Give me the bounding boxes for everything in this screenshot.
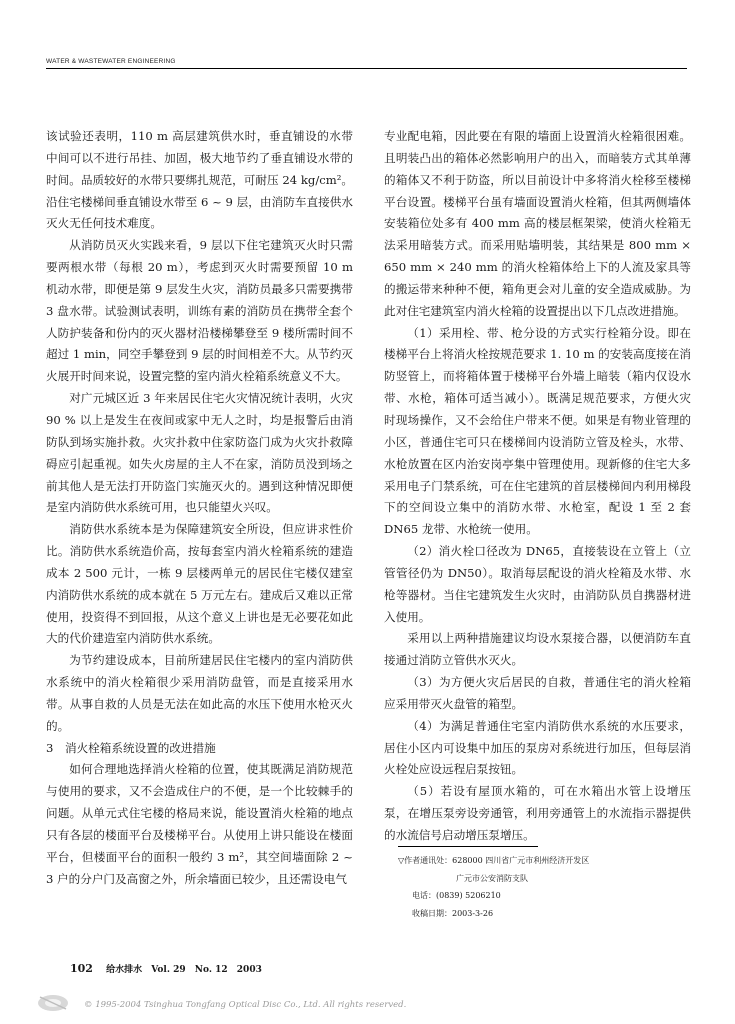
copyright-notice: © 1995-2004 Tsinghua Tongfang Optical Disc Co., Ltd. All rights reserved. — [84, 1000, 407, 1010]
footnote-rule — [398, 846, 538, 847]
year-label: 2003 — [236, 965, 262, 975]
paragraph: （1）采用栓、带、枪分设的方式实行栓箱分设。即在楼梯平台上将消火栓按规范要求 1. 10 m 的安装高度接在消防竖管上，而将箱体置于楼梯平台外墙上暗装（箱内仅设水带、水枪，箱体可适当减小）。既满足规范要求，方便火灾时现场操作，又不会给住户带来不便。如果是有物业管理的小区，普通住宅可只在楼梯间内设消防立管及栓头，水带、水枪放置在区内治安岗亭集中管理使用。现新修的住宅大多采用电子门禁系统，可在住宅建筑的首层楼梯间内利用梯段下的空间设立集中的消防水带、水枪室，配设 1 至 2 套 DN65 龙带、水枪统一使用。 — [384, 325, 691, 537]
paragraph: 为节约建设成本，目前所建居民住宅楼内的室内消防供水系统中的消火栓箱很少采用消防盘管，而是直接采用水带。从事自救的人员是无法在如此高的水压下使用水枪灭火的。 — [46, 653, 353, 733]
volume-label: Vol. 29 — [151, 965, 186, 975]
publisher-logo-icon — [36, 991, 70, 1013]
paragraph: 专业配电箱，因此要在有限的墙面上设置消火栓箱很困难。且明装凸出的箱体必然影响用户的出入，而暗装方式其单薄的箱体又不利于防盗，所以目前设计中多将消火栓移至楼梯平台设置。楼梯平台虽有墙面设置消火栓箱，但其两侧墙体安装箱位处多有 400 mm 高的楼层框架梁，使消火栓箱无法采用暗装方式。而采用贴墙明装，其结果是 800 mm × 650 mm × 240 mm 的消火栓箱体给上下的人流及家具等的搬运带来种种不便，箱角更会对儿童的安全造成威胁。为此对住宅建筑室内消火栓箱的设置提出以下几点改进措施。 — [384, 129, 691, 318]
issue-label: No. 12 — [194, 965, 228, 975]
paragraph: （2）消火栓口径改为 DN65，直接装设在立管上（立管管径仍为 DN50）。取消每层配设的消火栓箱及水带、水枪等器材。当住宅建筑发生火灾时，由消防队员自携器材进入使用。 — [384, 544, 691, 624]
paragraph: 该试验还表明，110 m 高层建筑供水时，垂直铺设的水带中间可以不进行吊挂、加固，极大地节约了垂直铺设水带的时间。品质较好的水带只要绑扎规范，可耐压 24 kg/cm²。沿住宅楼梯间垂直铺设水带至 6 ~ 9 层，由消防车直接供水灭火无任何技术难度。 — [46, 129, 353, 231]
paragraph: 从消防员灭火实践来看，9 层以下住宅建筑灭火时只需要两根水带（每根 20 m），考虑到灭火时需要预留 10 m 机动水带，即便是第 9 层发生火灾，消防员最多只需要携带 3 盘水带。试验测试表明，训练有素的消防员在携带全套个人防护装备和份内的灭火器材沿楼梯攀登至 9 楼所需时间不超过 1 min，同空手攀登到 9 层的时间相差不大。从节约灭火展开时间来说，设置完整的室内消火栓箱系统意义不大。 — [46, 238, 353, 384]
page-number: 102 — [70, 962, 93, 975]
right-column — [384, 126, 691, 847]
journal-running-head: WATER & WASTEWATER ENGINEERING — [46, 58, 176, 65]
header-rule — [46, 68, 687, 69]
paragraph: （4）为满足普通住宅室内消防供水系统的水压要求，居住小区内可设集中加压的泵房对系统进行加压，但每层消火栓处应设远程启泵按钮。 — [384, 718, 691, 777]
paragraph: 消防供水系统本是为保障建筑安全所设，但应讲求性价比。消防供水系统造价高，按每套室内消火栓箱系统的建造成本 2 500 元计，一栋 9 层楼两单元的居民住宅楼仅建室内消防供水系统的成本就在 5 万元左右。建成后又难以正常使用，投资得不到回报，从这个意义上讲也是无必要花如此大的代价建造室内消防供水系统。 — [46, 522, 353, 646]
paragraph: （5）若设有屋顶水箱的，可在水箱出水管上设增压泵，在增压泵旁设旁通管，利用旁通管上的水流指示器提供的水流信号启动增压泵增压。 — [384, 784, 691, 842]
author-footnote — [398, 852, 589, 922]
footnote-address: ▽作者通讯处：628000 四川省广元市利州经济开发区 — [398, 856, 590, 865]
journal-title-cn: 给水排水 — [106, 965, 143, 975]
left-column — [46, 126, 353, 891]
section-heading: 3 消火栓箱系统设置的改进措施 — [46, 740, 216, 755]
paragraph: 如何合理地选择消火栓箱的位置，使其既满足消防规范与使用的要求，又不会造成住户的不便，是一个比较棘手的问题。从单元式住宅楼的格局来说，能设置消火栓箱的地点只有各层的楼面平台及楼梯平台。从使用上讲只能设在楼面平台，但楼面平台的面积一般约 3 m²，其空间墙面除 2 ~ 3 户的分户门及高窗之外，所余墙面已较少，且还需设电气 — [46, 762, 353, 886]
page-footer — [70, 962, 268, 975]
paragraph: 采用以上两种措施建议均设水泵接合器，以便消防车直接通过消防立管供水灭火。 — [384, 631, 691, 668]
footnote-unit: 广元市公安消防支队 — [456, 873, 528, 883]
footnote-received-date: 收稿日期：2003-3-26 — [412, 908, 494, 918]
footnote-phone: 电话：(0839) 5206210 — [412, 891, 501, 900]
paragraph: （3）为方便火灾后居民的自救，普通住宅的消火栓箱应采用带灭火盘管的箱型。 — [384, 675, 691, 711]
paragraph: 对广元城区近 3 年来居民住宅火灾情况统计表明，火灾 90 % 以上是发生在夜间或家中无人之时，均是报警后由消防队到场实施扑救。火灾扑救中住家防盗门成为火灾扑救障碍应引起重视。如失火房屋的主人不在家，消防员没到场之前其他人是无法打开防盗门实施灭火的。遇到这种情况即便是室内消防供水系统可用，也只能望火兴叹。 — [46, 391, 353, 515]
